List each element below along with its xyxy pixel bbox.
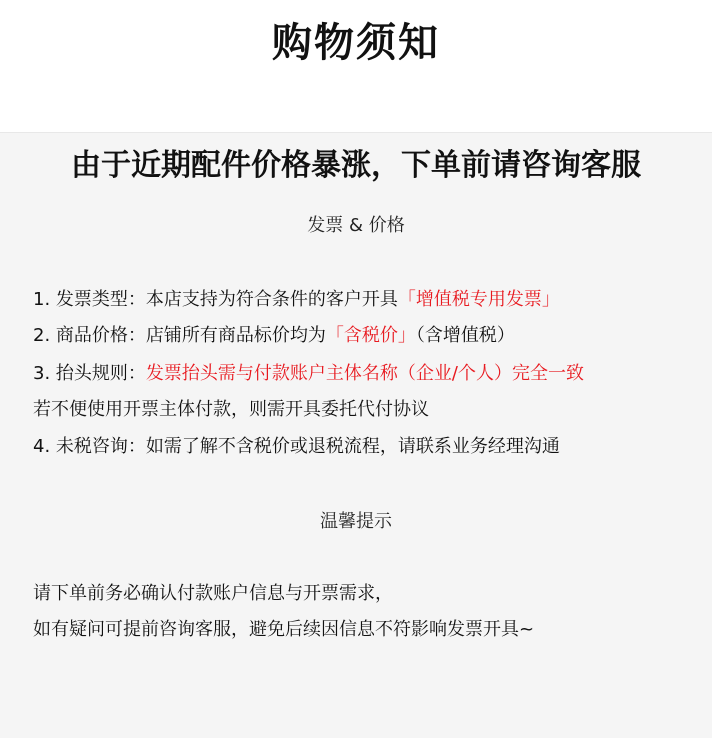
rule-invoice-header <box>33 361 584 387</box>
rule-after-text: （含增值税） <box>415 325 515 346</box>
rule-label: 4. 未税咨询： <box>33 436 146 457</box>
rule-highlight: 「含税价」 <box>325 325 416 346</box>
rule-label: 3. 抬头规则： <box>33 363 146 384</box>
rule-label: 2. 商品价格： <box>33 325 146 346</box>
rule-invoice-header-continuation: 若不便使用开票主体付款，则需开具委托代付协议 <box>33 399 429 420</box>
rule-highlight: 发票抬头需与付款账户主体名称（企业/个人）完全一致 <box>145 363 584 384</box>
rule-text: 店铺所有商品标价均为 <box>145 325 326 346</box>
rule-text: 本店支持为符合条件的客户开具 <box>145 289 398 310</box>
rule-tax-free-inquiry <box>33 434 560 460</box>
tip-line: 请下单前务必确认付款账户信息与开票需求， <box>33 583 393 604</box>
rule-invoice-type <box>33 287 560 313</box>
rule-product-price <box>33 323 515 349</box>
invoice-section-title: 发票 & 价格 <box>307 215 405 236</box>
rule-label: 1. 发票类型： <box>33 289 146 310</box>
notice-panel <box>0 132 712 738</box>
tip-line: 如有疑问可提前咨询客服，避免后续因信息不符影响发票开具~ <box>33 619 535 640</box>
rule-highlight: 「增值税专用发票」 <box>397 289 560 310</box>
page-title: 购物须知 <box>272 20 440 66</box>
price-surge-headline: 由于近期配件价格暴涨，下单前请咨询客服 <box>71 148 641 183</box>
rule-text: 如需了解不含税价或退税流程，请联系业务经理沟通 <box>145 436 560 457</box>
tips-section-title: 温馨提示 <box>320 511 392 532</box>
